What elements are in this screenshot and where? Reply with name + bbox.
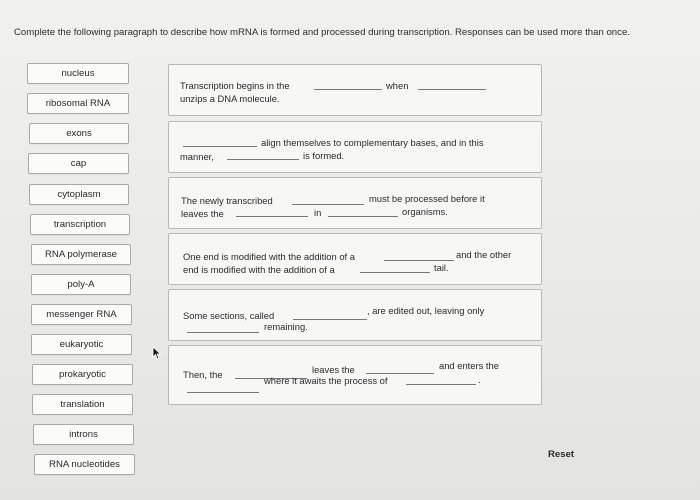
chip-eukaryotic[interactable]: eukaryotic <box>31 334 132 355</box>
s2-text-c: is formed. <box>303 150 345 161</box>
sentence-box-4 <box>168 233 542 285</box>
chip-translation[interactable]: translation <box>32 394 133 415</box>
s4-blank-2[interactable] <box>360 272 430 273</box>
s3-text-a: The newly transcribed <box>181 195 273 206</box>
sentence-box-1 <box>168 64 542 116</box>
s4-text-a: One end is modified with the addition of a <box>183 251 355 262</box>
s3-blank-2[interactable] <box>236 216 308 217</box>
s6-text-c: and enters the <box>439 360 499 371</box>
sentence-box-5 <box>168 289 542 341</box>
s4-blank-1[interactable] <box>384 260 454 261</box>
s1-blank-2[interactable] <box>418 89 486 90</box>
s4-text-b: and the other <box>456 249 512 260</box>
s2-text-b: manner, <box>180 151 214 162</box>
s5-text-c: remaining. <box>264 321 308 332</box>
chip-cytoplasm[interactable]: cytoplasm <box>29 184 129 205</box>
s1-text-b: when <box>386 80 409 91</box>
s2-blank-1[interactable] <box>183 146 257 147</box>
chip-rna-nucleotides[interactable]: RNA nucleotides <box>34 454 135 475</box>
s3-blank-1[interactable] <box>292 204 364 205</box>
reset-button[interactable]: Reset <box>548 449 575 460</box>
s4-text-c: end is modified with the addition of a <box>183 264 335 275</box>
s6-text-d: where it awaits the process of <box>264 375 388 386</box>
s3-text-c: leaves the <box>181 208 224 219</box>
chip-rna-polymerase[interactable]: RNA polymerase <box>31 244 131 265</box>
s3-text-b: must be processed before it <box>369 193 485 204</box>
s1-text-c: unzips a DNA molecule. <box>180 93 280 104</box>
sentence-box-3 <box>168 177 542 229</box>
s5-text-a: Some sections, called <box>183 310 275 321</box>
chip-exons[interactable]: exons <box>29 123 129 144</box>
s6-text-e: . <box>478 374 481 385</box>
s5-blank-1[interactable] <box>293 319 367 320</box>
s1-blank-1[interactable] <box>314 89 382 90</box>
s3-blank-3[interactable] <box>328 216 398 217</box>
s1-text-a: Transcription begins in the <box>180 80 290 91</box>
instructions-text: Complete the following paragraph to describe how mRNA is formed and processed during transcription. Responses can be used more than once. <box>14 27 630 38</box>
mouse-pointer-icon <box>152 346 162 360</box>
chip-prokaryotic[interactable]: prokaryotic <box>32 364 133 385</box>
chip-ribosomal-rna[interactable]: ribosomal RNA <box>27 93 129 114</box>
chip-messenger-rna[interactable]: messenger RNA <box>31 304 132 325</box>
s2-blank-2[interactable] <box>227 159 299 160</box>
s6-text-b: leaves the <box>312 364 355 375</box>
chip-nucleus[interactable]: nucleus <box>27 63 129 84</box>
sentence-box-6 <box>168 345 542 405</box>
s6-text-a: Then, the <box>183 369 223 380</box>
s5-blank-2[interactable] <box>187 332 259 333</box>
sentence-box-2 <box>168 121 542 173</box>
chip-poly-a[interactable]: poly-A <box>31 274 131 295</box>
s6-blank-3[interactable] <box>187 392 259 393</box>
s2-text-a: align themselves to complementary bases, and in this <box>261 137 484 148</box>
chip-cap[interactable]: cap <box>28 153 129 174</box>
s3-text-d: in <box>314 207 322 218</box>
chip-introns[interactable]: introns <box>33 424 134 445</box>
s6-blank-4[interactable] <box>406 384 476 385</box>
s3-text-e: organisms. <box>402 206 448 217</box>
chip-transcription[interactable]: transcription <box>30 214 130 235</box>
s5-text-b: , are edited out, leaving only <box>367 305 485 316</box>
s6-blank-2[interactable] <box>366 373 434 374</box>
s4-text-d: tail. <box>434 262 449 273</box>
